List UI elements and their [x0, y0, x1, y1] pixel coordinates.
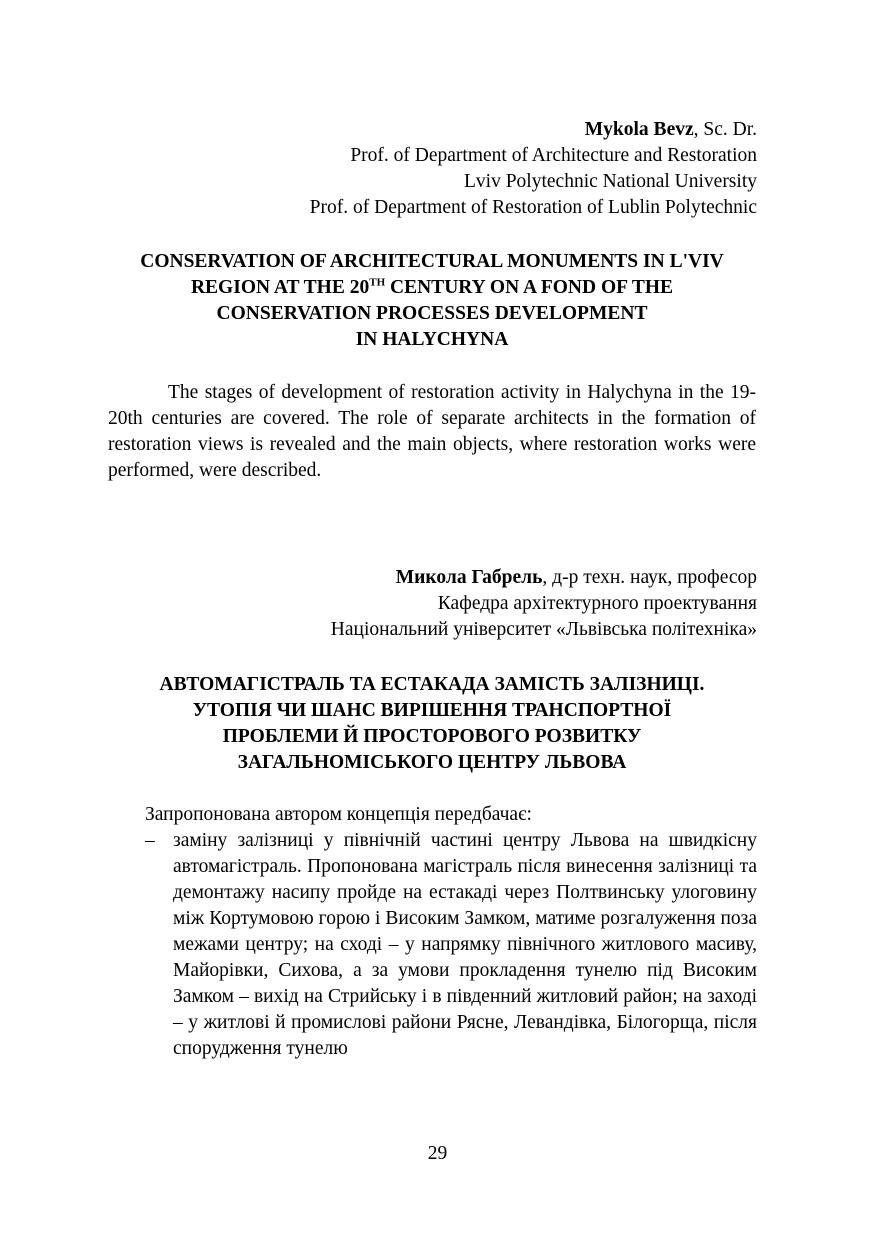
article2-title-line: АВТОМАГІСТРАЛЬ ТА ЕСТАКАДА ЗАМІСТЬ ЗАЛІЗНИЦІ.	[159, 674, 705, 695]
article1-title-line	[108, 275, 756, 301]
article1-title-line: CONSERVATION PROCESSES DEVELOPMENT	[216, 303, 648, 324]
article2-title-line: УТОПІЯ ЧИ ШАНС ВИРІШЕННЯ ТРАНСПОРТНОЇ	[192, 700, 672, 721]
article1-affiliation: Prof. of Department of Architecture and Restoration	[350, 145, 757, 166]
article2-title-line: ПРОБЛЕМИ Й ПРОСТОРОВОГО РОЗВИТКУ	[222, 726, 642, 747]
article1-affiliation: Prof. of Department of Restoration of Lublin Polytechnic	[309, 197, 757, 218]
article1-title-line: IN HALYCHYNA	[355, 329, 509, 350]
article1-title-part: CENTURY ON A FOND OF THE	[385, 277, 674, 298]
article1-affiliation: Lviv Polytechnic National University	[464, 171, 757, 192]
article2-author-line	[331, 565, 757, 591]
article1-title	[108, 249, 756, 353]
article1-author-name: Mykola Bevz	[584, 119, 694, 140]
article2-author-name: Микола Габрель	[395, 567, 543, 588]
list-item	[145, 828, 757, 1062]
article2-author-block	[331, 565, 757, 643]
article1-title-part: REGION AT THE 20	[190, 277, 370, 298]
article1-author-degree: , Sc. Dr.	[693, 119, 757, 140]
article1-author-line	[310, 117, 757, 143]
page-number: 29	[427, 1143, 448, 1164]
article2-affiliation: Кафедра архітектурного проектування	[437, 593, 757, 614]
article2-author-degree: , д-р техн. наук, професор	[542, 567, 757, 588]
article2-title	[108, 672, 756, 776]
article1-title-superscript: TH	[369, 276, 386, 289]
list-item-text: заміну залізниці у північній частині центру Львова на швидкісну автомагістраль. Пропонована магістраль після винесення залізниці та демонтажу насипу пройде на естакаді через Полтвинську улоговину між Кортумовою горою і Високим Замком, матиме розгалуження поза межами центру; на сході – у напрямку північного житлового масиву, Майорівки, Сихова, а за умови прокладення тунелю під Високим Замком – вихід на Стрийську і в південний житловий район; на заході – у житлові й промислові райони Рясне, Левандівка, Білогорща, після спорудження тунелю	[173, 830, 757, 1059]
article2-affiliation: Національний університет «Львівська політехніка»	[330, 619, 757, 640]
article2-intro: Запропонована автором концепція передбачає:	[145, 804, 532, 825]
list-bullet: –	[145, 830, 155, 851]
article1-author-block	[310, 117, 757, 221]
article2-body	[145, 802, 757, 1062]
article1-title-line: CONSERVATION OF ARCHITECTURAL MONUMENTS IN L'VIV	[140, 251, 724, 272]
article1-abstract: The stages of development of restoration activity in Halychyna in the 19-20th centuries are covered. The role of separate architects in the formation of restoration views is revealed and the main objects, where restoration works were performed, were described.	[108, 382, 756, 481]
article2-title-line: ЗАГАЛЬНОМІСЬКОГО ЦЕНТРУ ЛЬВОВА	[237, 752, 627, 773]
